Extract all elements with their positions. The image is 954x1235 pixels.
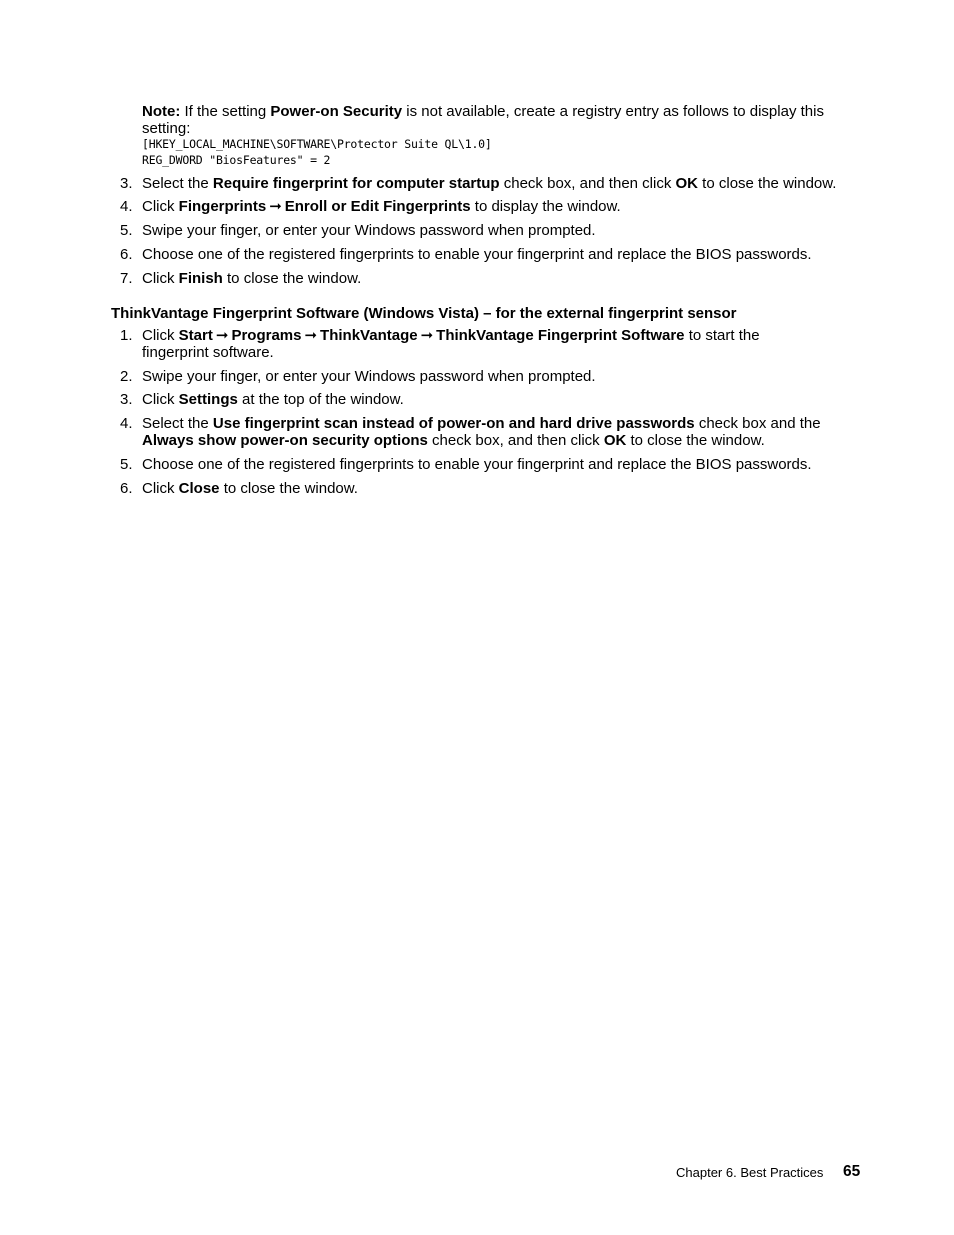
list-item: 3. Select the Require fingerprint for computer startup check box, and then click OK to close the window. [120,175,837,192]
section-heading: ThinkVantage Fingerprint Software (Windows Vista) – for the external fingerprint sensor [111,305,737,322]
list-item: 4. Select the Use fingerprint scan instead of power-on and hard drive passwords check box and the Always show power-on security options check box, and then click OK to close the window. [120,415,821,449]
list-item: 5. Choose one of the registered fingerprints to enable your fingerprint and replace the BIOS passwords. [120,456,812,473]
list-item: 4. Click Fingerprints ➞ Enroll or Edit Fingerprints to display the window. [120,198,621,215]
arrow-right-icon: ➞ [269,198,282,215]
list-number: 3. [120,391,133,408]
list-number: 3. [120,175,133,192]
arrow-right-icon: ➞ [215,327,229,344]
list-number: 4. [120,415,133,432]
list-item: 6. Click Close to close the window. [120,480,358,497]
footer-chapter-title: Chapter 6. Best Practices [676,1165,824,1180]
list-number: 5. [120,456,133,473]
list-item: 5. Swipe your finger, or enter your Windows password when prompted. [120,222,596,239]
list-item: 6. Choose one of the registered fingerprints to enable your fingerprint and replace the BIOS passwords. [120,246,812,263]
list-item: 2. Swipe your finger, or enter your Windows password when prompted. [120,368,596,385]
list-number: 4. [120,198,133,215]
arrow-right-icon: ➞ [304,327,318,344]
list-number: 7. [120,270,133,287]
page-number: 65 [843,1163,861,1180]
list-number: 6. [120,246,133,263]
list-number: 2. [120,368,133,385]
list-number: 5. [120,222,133,239]
list-item: 3. Click Settings at the top of the window. [120,391,404,408]
registry-code-line-1: [HKEY_LOCAL_MACHINE\SOFTWARE\Protector Suite QL\1.0] [142,137,492,151]
list-item: 1. Click Start ➞ Programs ➞ ThinkVantage ➞ ThinkVantage Fingerprint Software to start the fingerprint software. [120,327,760,361]
note-text: Note: If the setting Power-on Security is not available, create a registry entry as follows to display this setting: [142,103,824,137]
list-number: 6. [120,480,133,497]
note-label: Note: [142,103,181,120]
power-on-security-setting: Power-on Security [270,103,403,120]
note-block [142,103,862,168]
list-item: 7. Click Finish to close the window. [120,270,362,287]
arrow-right-icon: ➞ [420,327,434,344]
registry-code-line-2: REG_DWORD "BiosFeatures" = 2 [142,152,331,167]
list-number: 1. [120,327,133,344]
